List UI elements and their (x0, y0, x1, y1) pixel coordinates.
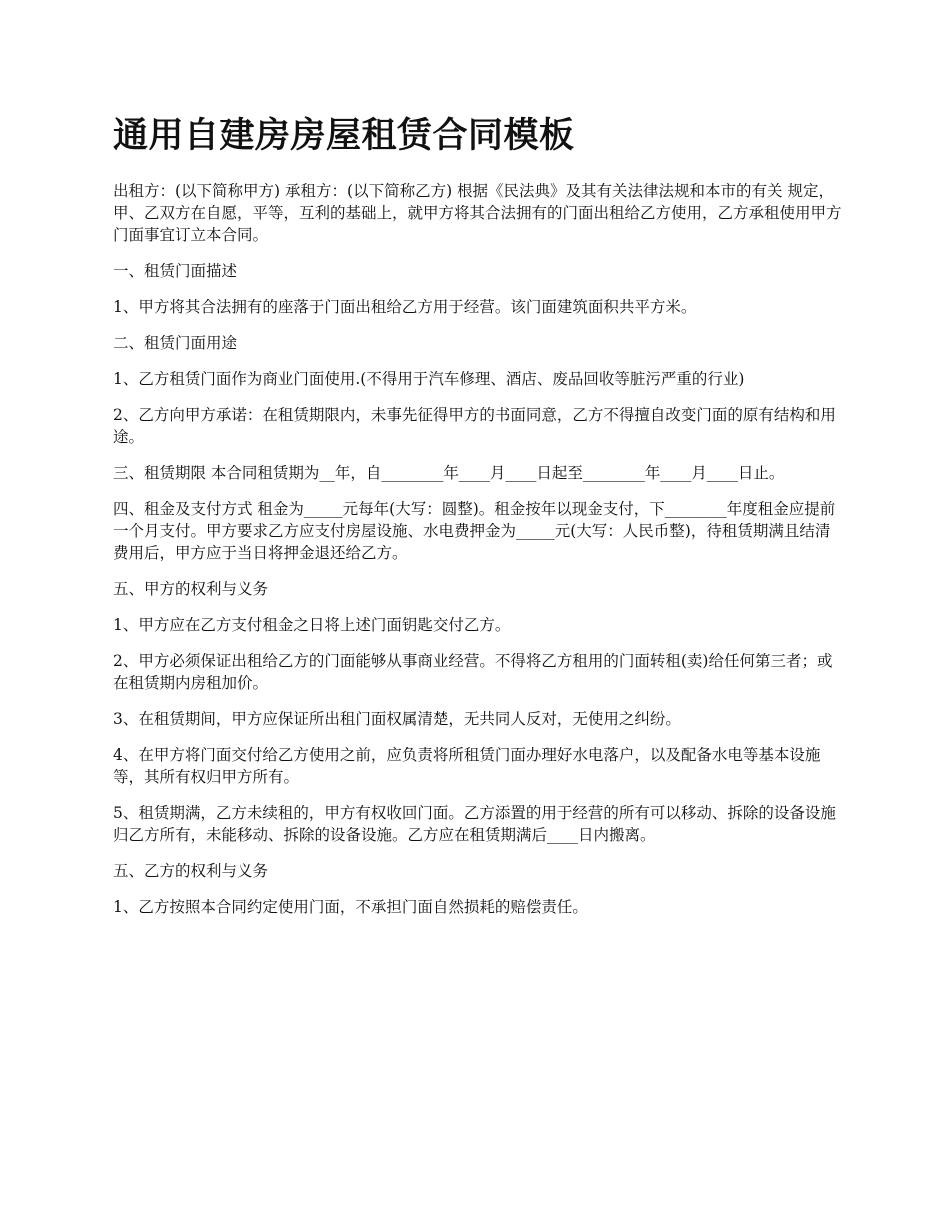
document-body (113, 180, 843, 932)
clause-5-4: 4、在甲方将门面交付给乙方使用之前，应负责将所租赁门面办理好水电落户，以及配备水电等基本设施等，其所有权归甲方所有。 (113, 746, 821, 786)
section-lease-term: 三、租赁期限 本合同租赁期为__年，自________年____月____日起至________年____月____日止。 (113, 464, 785, 482)
clause-2-1: 1、乙方租赁门面作为商业门面使用.(不得用于汽车修理、酒店、废品回收等脏污严重的行业) (113, 370, 745, 388)
clause-2-2: 2、乙方向甲方承诺：在租赁期限内，未事先征得甲方的书面同意，乙方不得擅自改变门面的原有结构和用途。 (113, 406, 836, 446)
section-heading-lessee-rights: 五、乙方的权利与义务 (113, 862, 269, 880)
clause-5-1: 1、甲方应在乙方支付租金之日将上述门面钥匙交付乙方。 (113, 616, 511, 634)
clause-5-3: 3、在租赁期间，甲方应保证所出租门面权属清楚，无共同人反对，无使用之纠纷。 (113, 710, 681, 728)
clause-5-5: 5、租赁期满，乙方未续租的，甲方有权收回门面。乙方添置的用于经营的所有可以移动、拆除的设备设施归乙方所有，未能移动、拆除的设备设施。乙方应在租赁期满后____日内搬离。 (113, 804, 836, 844)
preamble-paragraph: 出租方：(以下简称甲方) 承租方：(以下简称乙方) 根据《民法典》及其有关法律法规和本市的有关 规定，甲、乙双方在自愿，平等，互利的基础上，就甲方将其合法拥有的门面出租给乙方使用，乙方承租使用甲方门面事宜订立本合同。 (113, 182, 842, 244)
document-title: 通用自建房房屋租赁合同模板 (113, 116, 575, 156)
clause-5-2: 2、甲方必须保证出租给乙方的门面能够从事商业经营。不得将乙方租用的门面转租(卖)给任何第三者；或在租赁期内房租加价。 (113, 652, 833, 692)
section-heading-lease-description: 一、租赁门面描述 (113, 262, 238, 280)
section-heading-lease-purpose: 二、租赁门面用途 (113, 334, 238, 352)
clause-1-1: 1、甲方将其合法拥有的座落于门面出租给乙方用于经营。该门面建筑面积共平方米。 (113, 298, 697, 316)
clause-6-1: 1、乙方按照本合同约定使用门面，不承担门面自然损耗的赔偿责任。 (113, 898, 588, 916)
section-rent-payment: 四、租金及支付方式 租金为_____元每年(大写：圆整)。租金按年以现金支付，下________年度租金应提前一个月支付。甲方要求乙方应支付房屋设施、水电费押金为_____元(大写：人民币整)，待租赁期满且结清费用后，甲方应于当日将押金退还给乙方。 (113, 500, 836, 562)
section-heading-lessor-rights: 五、甲方的权利与义务 (113, 580, 269, 598)
